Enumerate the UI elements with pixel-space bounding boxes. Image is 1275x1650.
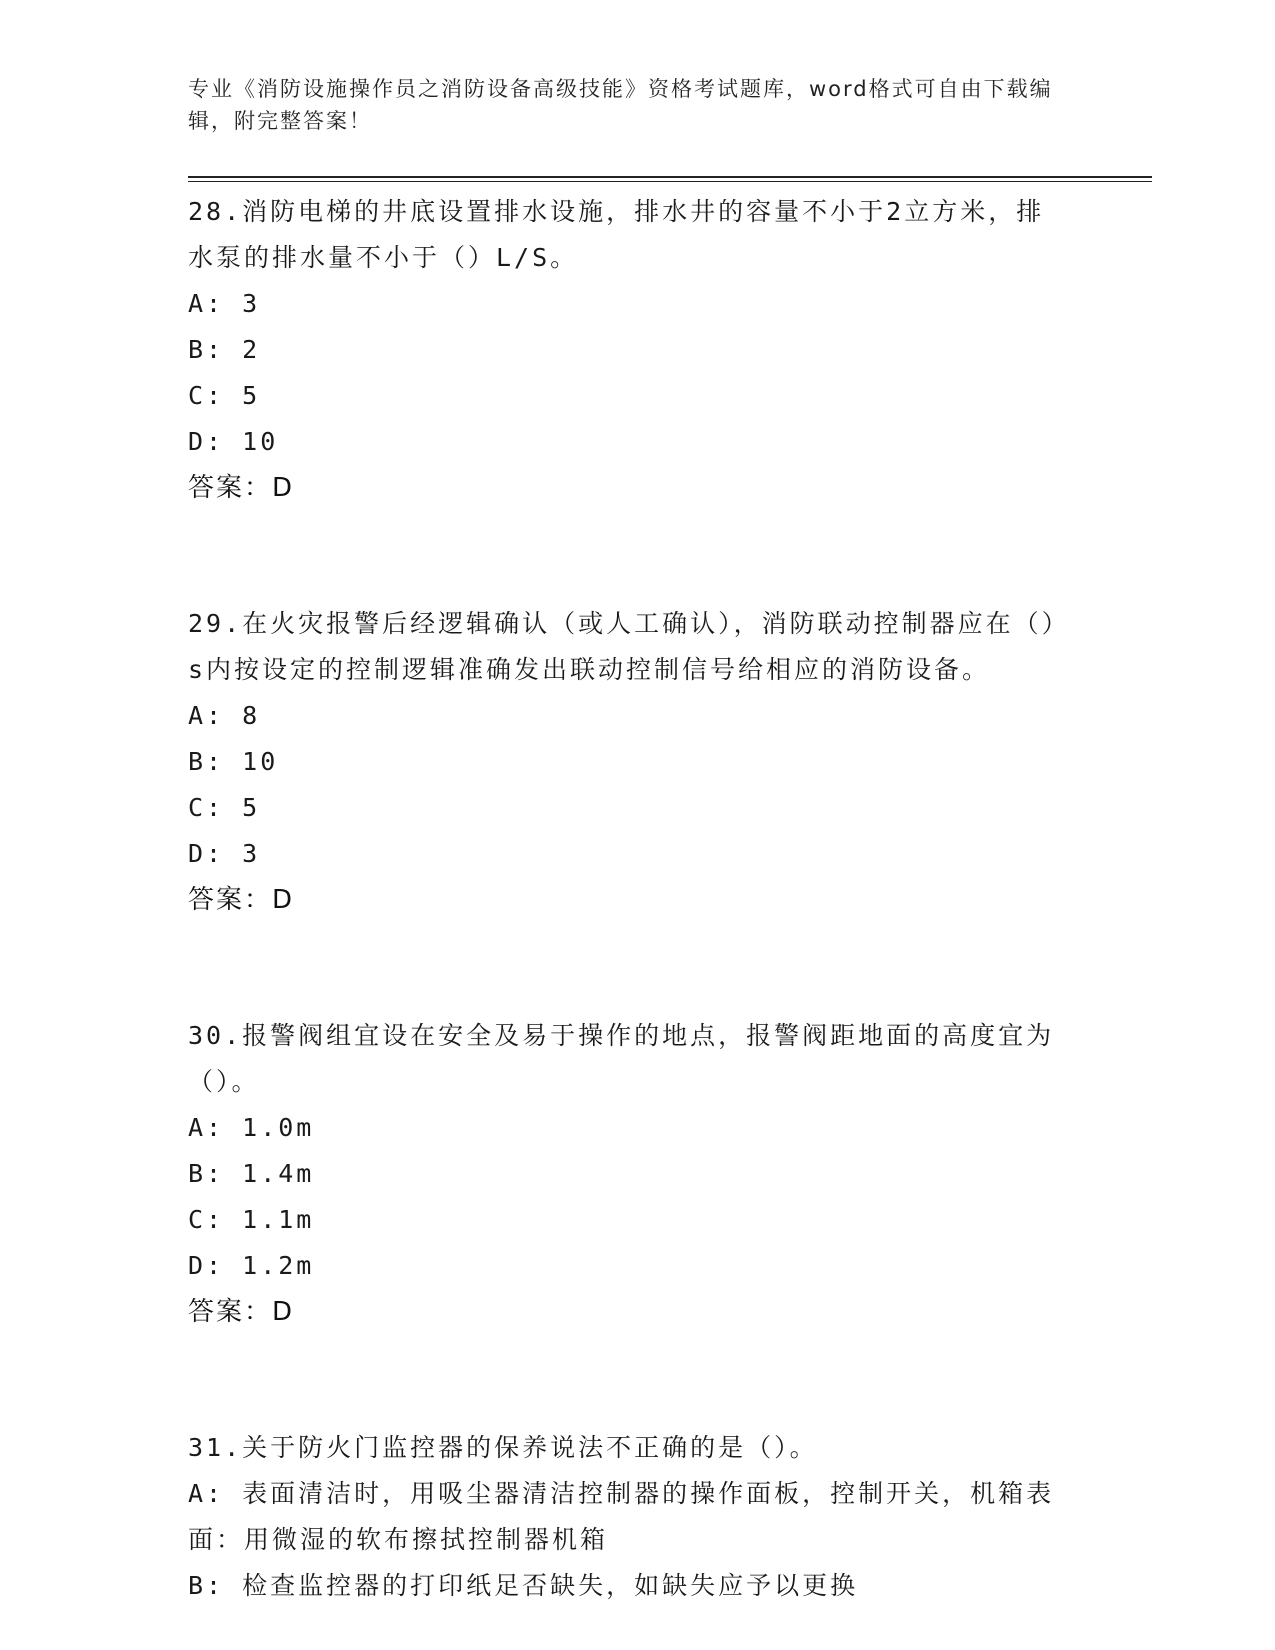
option-a: A: 1.0m [188, 1113, 315, 1142]
option-a: A: 表面清洁时，用吸尘器清洁控制器的操作面板，控制开关，机箱表面：用微湿的软布擦拭控制器机箱 [188, 1479, 1055, 1554]
option-c: C: 5 [188, 381, 261, 410]
question-stem: 29.在火灾报警后经逻辑确认（或人工确认），消防联动控制器应在（）s内按设定的控制逻辑准确发出联动控制信号给相应的消防设备。 [188, 609, 1058, 684]
question-list [188, 189, 1068, 1609]
option-d: D: 3 [188, 839, 261, 868]
option-b: B: 检查监控器的打印纸足否缺失，如缺失应予以更换 [188, 1571, 859, 1600]
question-31 [188, 1425, 1068, 1609]
question-28 [188, 189, 1068, 511]
document-header: 专业《消防设施操作员之消防设备高级技能》资格考试题库，word格式可自由下载编辑，附完整答案！ [188, 77, 1053, 133]
option-b: B: 2 [188, 335, 261, 364]
question-gap [188, 923, 1068, 1013]
question-gap [188, 511, 1068, 601]
answer: 答案：D [188, 1297, 295, 1327]
option-b: B: 10 [188, 747, 279, 776]
question-gap [188, 1335, 1068, 1425]
header-divider-thick [188, 176, 1152, 178]
question-stem: 28.消防电梯的井底设置排水设施，排水井的容量不小于2立方米，排水泵的排水量不小于（）L/S。 [188, 197, 1045, 272]
option-b: B: 1.4m [188, 1159, 315, 1188]
option-c: C: 1.1m [188, 1205, 315, 1234]
answer: 答案：D [188, 885, 295, 915]
header-divider-thin [188, 181, 1152, 182]
option-d: D: 10 [188, 427, 279, 456]
option-a: A: 3 [188, 289, 261, 318]
option-d: D: 1.2m [188, 1251, 315, 1280]
option-a: A: 8 [188, 701, 261, 730]
answer: 答案：D [188, 473, 295, 503]
question-29 [188, 601, 1068, 923]
question-stem: 31.关于防火门监控器的保养说法不正确的是（）。 [188, 1433, 818, 1462]
option-c: C: 5 [188, 793, 261, 822]
question-stem: 30.报警阀组宜设在安全及易于操作的地点，报警阀距地面的高度宜为（）。 [188, 1021, 1055, 1096]
question-30 [188, 1013, 1068, 1335]
